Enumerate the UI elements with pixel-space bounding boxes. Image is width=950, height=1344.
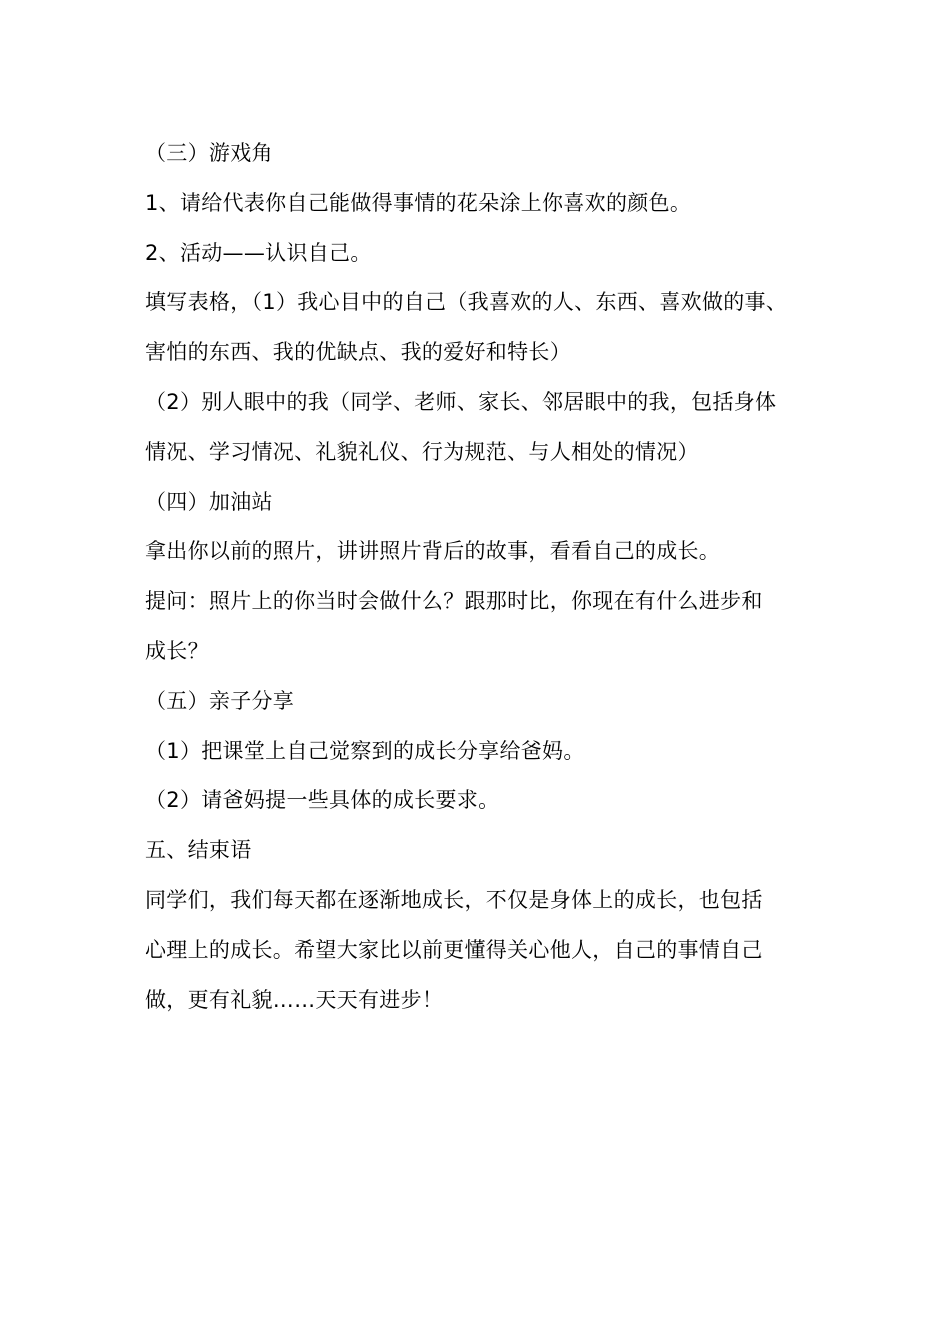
document-body: [145, 129, 835, 1025]
paragraph-line: 做，更有礼貌……天天有进步！: [145, 987, 444, 1012]
section-heading-game-corner: （三）游戏角: [145, 141, 273, 165]
paragraph-line: （1）把课堂上自己觉察到的成长分享给爸妈。: [145, 738, 585, 763]
paragraph-line: （2）别人眼中的我（同学、老师、家长、邻居眼中的我，包括身体: [145, 389, 777, 414]
paragraph-line: 情况、学习情况、礼貌礼仪、行为规范、与人相处的情况）: [145, 439, 699, 464]
paragraph-line: 成长？: [145, 638, 209, 663]
section-heading-refuel-station: （四）加油站: [145, 489, 273, 514]
paragraph-line: （2）请爸妈提一些具体的成长要求。: [145, 788, 500, 813]
paragraph-line: 心理上的成长。希望大家比以前更懂得关心他人，自己的事情自己: [145, 937, 763, 962]
activity-item-1: 1、请给代表你自己能做得事情的花朵涂上你喜欢的颜色。: [145, 190, 692, 215]
paragraph-line: 提问：照片上的你当时会做什么？跟那时比，你现在有什么进步和: [145, 589, 763, 614]
paragraph-line: 拿出你以前的照片，讲讲照片背后的故事，看看自己的成长。: [145, 539, 721, 564]
section-heading-closing: 五、结束语: [145, 838, 252, 863]
paragraph-line: 害怕的东西、我的优缺点、我的爱好和特长）: [145, 340, 571, 365]
activity-item-2: 2、活动——认识自己。: [145, 240, 372, 265]
paragraph-line: 填写表格，（1）我心目中的自己（我喜欢的人、东西、喜欢做的事、: [145, 290, 788, 315]
section-heading-parent-child-sharing: （五）亲子分享: [145, 688, 295, 713]
paragraph-line: 同学们，我们每天都在逐渐地成长，不仅是身体上的成长，也包括: [145, 887, 763, 912]
